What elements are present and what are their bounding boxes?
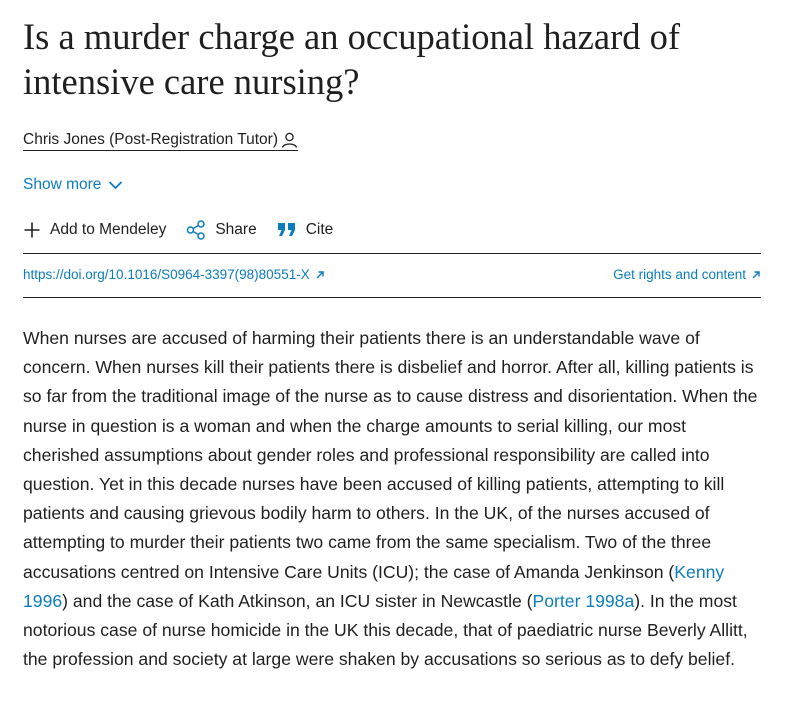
doi-link[interactable] xyxy=(23,267,325,282)
show-more-label: Show more xyxy=(23,176,102,193)
chevron-down-icon xyxy=(108,180,123,190)
doi-text: https://doi.org/10.1016/S0964-3397(98)80551-X xyxy=(23,267,310,282)
abstract-text xyxy=(23,324,763,674)
author-link[interactable] xyxy=(23,131,298,151)
plus-icon xyxy=(23,221,41,239)
add-to-mendeley-button[interactable] xyxy=(23,221,166,239)
article-title: Is a murder charge an occupational hazard of intensive care nursing? xyxy=(23,16,681,102)
cite-label: Cite xyxy=(305,221,334,238)
reference-link-porter[interactable]: Porter 1998a xyxy=(532,590,635,611)
add-to-mendeley-label: Add to Mendeley xyxy=(50,221,167,238)
share-button[interactable] xyxy=(186,220,256,240)
quote-icon xyxy=(277,221,297,239)
reference-link-kenny[interactable]: Kenny 1996 xyxy=(23,561,725,611)
show-more-button[interactable] xyxy=(23,176,123,194)
get-rights-link[interactable] xyxy=(613,267,761,282)
cite-button[interactable] xyxy=(277,221,334,239)
person-icon xyxy=(281,132,298,148)
article-toolbar xyxy=(23,220,353,240)
abstract-part: When nurses are accused of harming their patients there is an understandable wave of concern. When nurses kill their patients there is disbelief and horror. After all, killing patients is so far from the traditional image of the nurse as to cause distress and disorientation. When the nurse in question is a woman and when the charge amounts to serial killing, our most cherished assumptions about gender roles and professional responsibility are called into question. Yet in this decade nurses have been accused of killing patients, attempting to kill patients and causing grievous bodily harm to others. In the UK, of the nurses accused of attempting to murder their patients two came from the same specialism. Two of the three accusations centred on Intensive Care Units (ICU); the case of Amanda Jenkinson ( xyxy=(23,328,758,582)
divider xyxy=(23,297,761,298)
share-icon xyxy=(186,220,206,240)
abstract-part: ). In the most notorious case of nurse homicide in the UK this decade, that of paediatric nurse Beverly Allitt, the profession and society at large were shaken by accusations so serious as to defy belief. xyxy=(23,590,748,670)
abstract-part: ) and the case of Kath Atkinson, an ICU sister in Newcastle ( xyxy=(62,590,533,611)
external-link-icon xyxy=(315,270,325,280)
get-rights-text: Get rights and content xyxy=(613,267,746,282)
external-link-icon xyxy=(751,270,761,280)
author-name: Chris Jones (Post-Registration Tutor) xyxy=(23,131,278,148)
divider xyxy=(23,253,761,254)
share-label: Share xyxy=(215,221,257,238)
